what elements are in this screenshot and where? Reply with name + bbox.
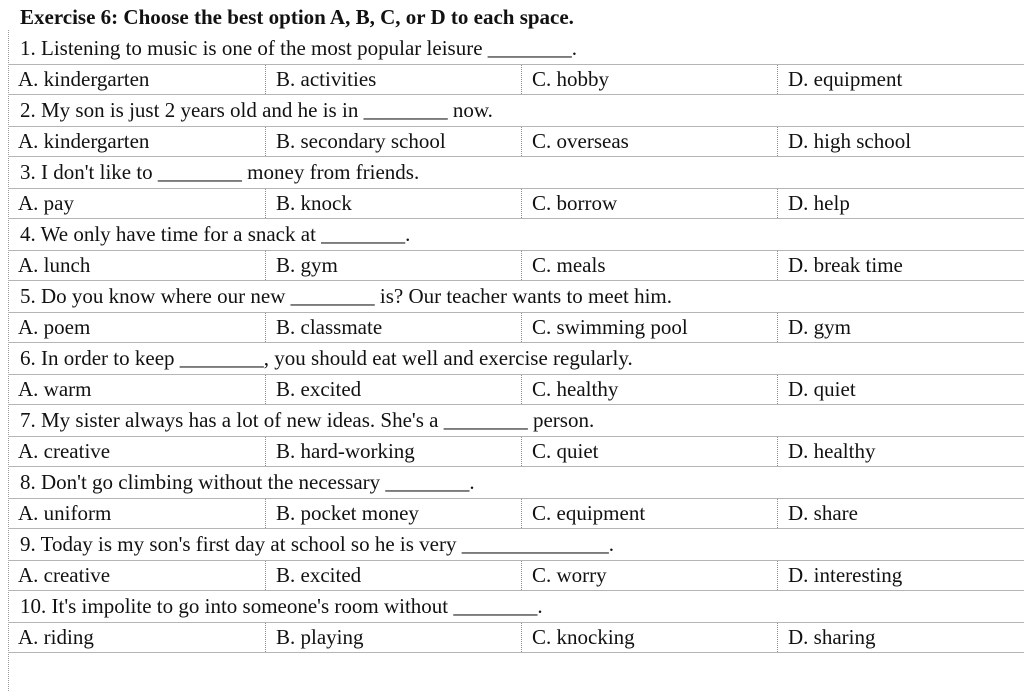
- option-b: B. knock: [266, 189, 522, 218]
- option-b: B. playing: [266, 623, 522, 652]
- option-a: A. poem: [8, 313, 266, 342]
- option-d: D. break time: [788, 253, 903, 277]
- option-c: C. hobby: [522, 65, 778, 94]
- question-4: 4. We only have time for a snack at ________.: [20, 222, 411, 246]
- options-row-10: [8, 622, 1024, 653]
- option-d: D. equipment: [788, 67, 903, 91]
- option-c: C. swimming pool: [522, 313, 778, 342]
- option-a: A. kindergarten: [8, 127, 266, 156]
- option-d: D. sharing: [788, 625, 876, 649]
- question-7: 7. My sister always has a lot of new ideas. She's a ________ person.: [20, 408, 595, 432]
- option-c: C. quiet: [522, 437, 778, 466]
- options-row-1: [8, 64, 1024, 95]
- option-c: C. knocking: [522, 623, 778, 652]
- option-c: C. borrow: [522, 189, 778, 218]
- options-row-4: [8, 250, 1024, 281]
- options-row-5: [8, 312, 1024, 343]
- option-a: A. creative: [8, 437, 266, 466]
- option-a: A. warm: [8, 375, 266, 404]
- option-d: D. high school: [788, 129, 912, 153]
- option-b: B. gym: [266, 251, 522, 280]
- option-c: C. overseas: [522, 127, 778, 156]
- option-a: A. kindergarten: [8, 65, 266, 94]
- option-d: D. gym: [788, 315, 851, 339]
- option-b: B. classmate: [266, 313, 522, 342]
- option-a: A. creative: [8, 561, 266, 590]
- option-a: A. riding: [8, 623, 266, 652]
- question-8: 8. Don't go climbing without the necessary ________.: [20, 470, 475, 494]
- question-2: 2. My son is just 2 years old and he is in ________ now.: [20, 98, 493, 122]
- options-row-6: [8, 374, 1024, 405]
- option-d: D. help: [788, 191, 850, 215]
- option-c: C. meals: [522, 251, 778, 280]
- option-b: B. secondary school: [266, 127, 522, 156]
- option-d: D. interesting: [788, 563, 903, 587]
- question-3: 3. I don't like to ________ money from friends.: [20, 160, 420, 184]
- options-row-8: [8, 498, 1024, 529]
- option-d: D. quiet: [788, 377, 856, 401]
- question-10: 10. It's impolite to go into someone's room without ________.: [20, 594, 543, 618]
- options-row-3: [8, 188, 1024, 219]
- option-a: A. uniform: [8, 499, 266, 528]
- question-9: 9. Today is my son's first day at school so he is very ______________.: [20, 532, 614, 556]
- option-d: D. share: [788, 501, 858, 525]
- exercise-title: Exercise 6: Choose the best option A, B, C, or D to each space.: [20, 5, 574, 29]
- option-b: B. activities: [266, 65, 522, 94]
- question-1: 1. Listening to music is one of the most popular leisure ________.: [20, 36, 578, 60]
- option-c: C. equipment: [522, 499, 778, 528]
- option-b: B. excited: [266, 561, 522, 590]
- option-b: B. pocket money: [266, 499, 522, 528]
- question-5: 5. Do you know where our new ________ is? Our teacher wants to meet him.: [20, 284, 673, 308]
- option-d: D. healthy: [788, 439, 876, 463]
- question-6: 6. In order to keep ________, you should eat well and exercise regularly.: [20, 346, 633, 370]
- options-row-7: [8, 436, 1024, 467]
- options-row-9: [8, 560, 1024, 591]
- option-c: C. healthy: [522, 375, 778, 404]
- option-a: A. pay: [8, 189, 266, 218]
- option-b: B. excited: [266, 375, 522, 404]
- option-b: B. hard-working: [266, 437, 522, 466]
- option-a: A. lunch: [8, 251, 266, 280]
- question-table: [8, 33, 1024, 653]
- option-c: C. worry: [522, 561, 778, 590]
- options-row-2: [8, 126, 1024, 157]
